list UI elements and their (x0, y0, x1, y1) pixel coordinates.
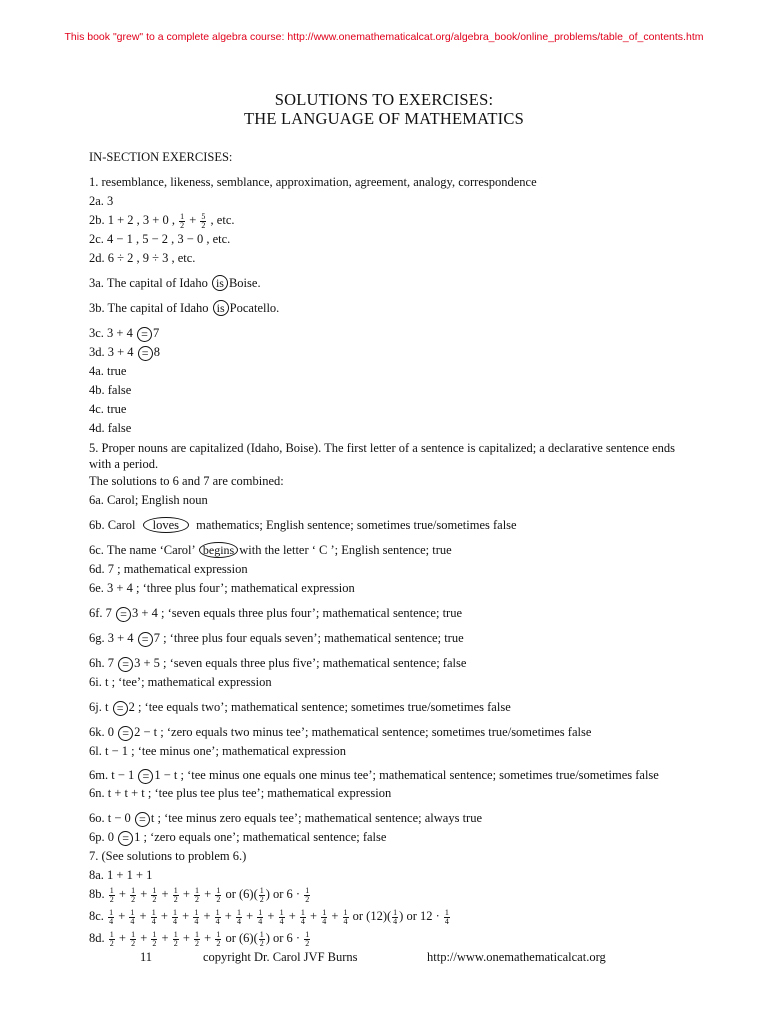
circled-equals: = (138, 632, 153, 647)
solution-6p: 6p. 0 = 1 ; ‘zero equals one’; mathematical sentence; false (89, 830, 387, 845)
solution-6k: 6k. 0 = 2 − t ; ‘zero equals two minus tee’; mathematical sentence; sometimes true/sometimes false (89, 725, 592, 740)
solution-4d: 4d. false (89, 421, 132, 435)
fraction-1-2: $\frac{1}{2}$ (173, 929, 178, 948)
combined-note: The solutions to 6 and 7 are combined: (89, 474, 284, 488)
fraction-5-2: $\frac{5}{2}$ (201, 211, 206, 230)
page-number: 11 (140, 950, 153, 964)
circled-equals: = (137, 327, 152, 342)
solution-8d: 8d. $\frac{1}{2}$ + $\frac{1}{2}$ + $\frac{1}{2}$ + $\frac{1}{2}$ + $\frac{1}{2}$ + $\frac{1}{2}$ or (6)( $\frac{1}{2}$ ) or 6 · $\frac{1}{2}$ (89, 929, 310, 948)
solution-2c: 2c. 4 − 1 , 5 − 2 , 3 − 0 , etc. (89, 232, 231, 246)
section-heading: IN-SECTION EXERCISES: (89, 150, 233, 164)
circled-equals: = (138, 769, 153, 784)
solution-6f: 6f. 7 = 3 + 4 ; ‘seven equals three plus four’; mathematical sentence; true (89, 606, 463, 621)
solution-6j: 6j. t = 2 ; ‘tee equals two’; mathematical sentence; sometimes true/sometimes false (89, 700, 511, 715)
circled-equals: = (118, 657, 133, 672)
solution-2d: 2d. 6 ÷ 2 , 9 ÷ 3 , etc. (89, 251, 196, 265)
footer-url[interactable]: http://www.onemathematicalcat.org (427, 950, 606, 964)
solution-6o: 6o. t − 0 = t ; ‘tee minus zero equals tee’; mathematical sentence; always true (89, 811, 483, 826)
fraction-1-2: $\frac{1}{2}$ (259, 929, 264, 948)
solution-2b-text: 2b. 1 + 2 , 3 + 0 , (89, 213, 179, 227)
fraction-1-2: $\frac{1}{2}$ (259, 885, 264, 904)
fraction-1-2: $\frac{1}{2}$ (152, 929, 157, 948)
solution-4b: 4b. false (89, 383, 132, 397)
fraction-1-4: $\frac{1}{4}$ (300, 907, 305, 926)
fraction-1-4: $\frac{1}{4}$ (130, 907, 135, 926)
fraction-1-2: $\frac{1}{2}$ (109, 885, 114, 904)
circled-equals: = (118, 831, 133, 846)
fraction-1-4: $\frac{1}{4}$ (444, 907, 449, 926)
solution-3c: 3c. 3 + 4 = 7 (89, 326, 160, 341)
circled-equals: = (138, 346, 153, 361)
fraction-1-2: $\frac{1}{2}$ (180, 211, 185, 230)
solution-8b: 8b. $\frac{1}{2}$ + $\frac{1}{2}$ + $\frac{1}{2}$ + $\frac{1}{2}$ + $\frac{1}{2}$ + $\frac{1}{2}$ or (6)( $\frac{1}{2}$ ) or 6 · $\frac{1}{2}$ (89, 885, 310, 904)
solution-6g: 6g. 3 + 4 = 7 ; ‘three plus four equals seven’; mathematical sentence; true (89, 631, 464, 646)
fraction-1-2: $\frac{1}{2}$ (152, 885, 157, 904)
exercise-solutions (89, 148, 689, 951)
circled-verb: is (212, 275, 228, 291)
fraction-1-2: $\frac{1}{2}$ (195, 929, 199, 948)
circled-equals: = (116, 607, 131, 622)
book-link-banner[interactable]: This book "grew" to a complete algebra course: http://www.onemathematicalcat.org/algebra_book/online_problems/table_of_contents.htm (64, 31, 704, 43)
solution-6c: 6c. The name ‘Carol’ begins with the letter ‘ C ’; English sentence; true (89, 543, 452, 557)
circled-equals: = (113, 701, 128, 716)
solution-6d: 6d. 7 ; mathematical expression (89, 562, 248, 576)
solution-6b: 6b. Carol loves mathematics; English sentence; sometimes true/sometimes false (89, 518, 517, 532)
fraction-1-4: $\frac{1}{4}$ (173, 907, 177, 926)
fraction-1-4: $\frac{1}{4}$ (215, 907, 220, 926)
fraction-1-2: $\frac{1}{2}$ (305, 885, 310, 904)
circled-verb: begins (199, 542, 238, 558)
solution-8c: 8c. $\frac{1}{4}$ + $\frac{1}{4}$ + $\frac{1}{4}$ + $\frac{1}{4}$ + $\frac{1}{4}$ + $\frac{1}{4}$ + $\frac{1}{4}$ + $\frac{1}{4}$ + $\frac{1}{4}$ + $\frac{1}{4}$ + $\frac{1}{4}$ + $\frac{1}{4}$ or (12)( $\frac{1}{4}$ ) or 12 · $\frac{1}{4}$ (89, 907, 449, 926)
circled-equals: = (118, 726, 133, 741)
fraction-1-4: $\frac{1}{4}$ (236, 907, 241, 926)
solution-2a: 2a. 3 (89, 194, 114, 208)
fraction-1-4: $\frac{1}{4}$ (109, 907, 114, 926)
solution-4c: 4c. true (89, 402, 127, 416)
solution-5: 5. Proper nouns are capitalized (Idaho, Boise). The first letter of a sentence is capitalized; a declarative sentence ends with a period. (89, 441, 675, 471)
solution-6m: 6m. t − 1 = 1 − t ; ‘tee minus one equals one minus tee’; mathematical sentence; sometimes true/sometimes false (89, 768, 659, 783)
solution-6l: 6l. t − 1 ; ‘tee minus one’; mathematical expression (89, 744, 346, 758)
fraction-1-2: $\frac{1}{2}$ (173, 885, 178, 904)
fraction-1-4: $\frac{1}{4}$ (279, 907, 284, 926)
fraction-1-4: $\frac{1}{4}$ (194, 907, 199, 926)
solution-3b: 3b. The capital of Idaho is Pocatello. (89, 301, 280, 315)
solution-6n: 6n. t + t + t ; ‘tee plus tee plus tee’; mathematical expression (89, 786, 392, 800)
fraction-1-2: $\frac{1}{2}$ (216, 885, 221, 904)
solution-6i: 6i. t ; ‘tee’; mathematical expression (89, 675, 272, 689)
fraction-1-2: $\frac{1}{2}$ (216, 929, 221, 948)
fraction-1-4: $\frac{1}{4}$ (151, 907, 156, 926)
fraction-1-4: $\frac{1}{4}$ (258, 907, 263, 926)
fraction-1-2: $\frac{1}{2}$ (305, 929, 310, 948)
solution-2b: 2b. 1 + 2 , 3 + 0 , $\frac{1}{2}$ + $\frac{5}{2}$ , etc. (89, 211, 235, 230)
solution-6h: 6h. 7 = 3 + 5 ; ‘seven equals three plus five’; mathematical sentence; false (89, 656, 467, 671)
solution-8a: 8a. 1 + 1 + 1 (89, 868, 153, 882)
circled-verb: is (213, 300, 229, 316)
copyright-notice: copyright Dr. Carol JVF Burns (203, 950, 358, 964)
fraction-1-2: $\frac{1}{2}$ (131, 885, 136, 904)
fraction-1-2: $\frac{1}{2}$ (195, 885, 199, 904)
fraction-1-2: $\frac{1}{2}$ (131, 929, 136, 948)
solution-3d: 3d. 3 + 4 = 8 (89, 345, 160, 360)
fraction-1-4: $\frac{1}{4}$ (393, 907, 398, 926)
solution-6a: 6a. Carol; English noun (89, 493, 208, 507)
solution-4a: 4a. true (89, 364, 127, 378)
solution-7: 7. (See solutions to problem 6.) (89, 849, 247, 863)
circled-verb: loves (143, 517, 189, 533)
page-title-line-2: THE LANGUAGE OF MATHEMATICS (244, 109, 524, 128)
fraction-1-4: $\frac{1}{4}$ (343, 907, 348, 926)
page-title-line-1: SOLUTIONS TO EXERCISES: (274, 90, 494, 109)
solution-3a: 3a. The capital of Idaho is Boise. (89, 276, 261, 290)
solution-6e: 6e. 3 + 4 ; ‘three plus four’; mathematical expression (89, 581, 355, 595)
fraction-1-4: $\frac{1}{4}$ (322, 907, 327, 926)
circled-equals: = (135, 812, 150, 827)
solution-1: 1. resemblance, likeness, semblance, approximation, agreement, analogy, correspondence (89, 175, 537, 189)
fraction-1-2: $\frac{1}{2}$ (109, 929, 114, 948)
